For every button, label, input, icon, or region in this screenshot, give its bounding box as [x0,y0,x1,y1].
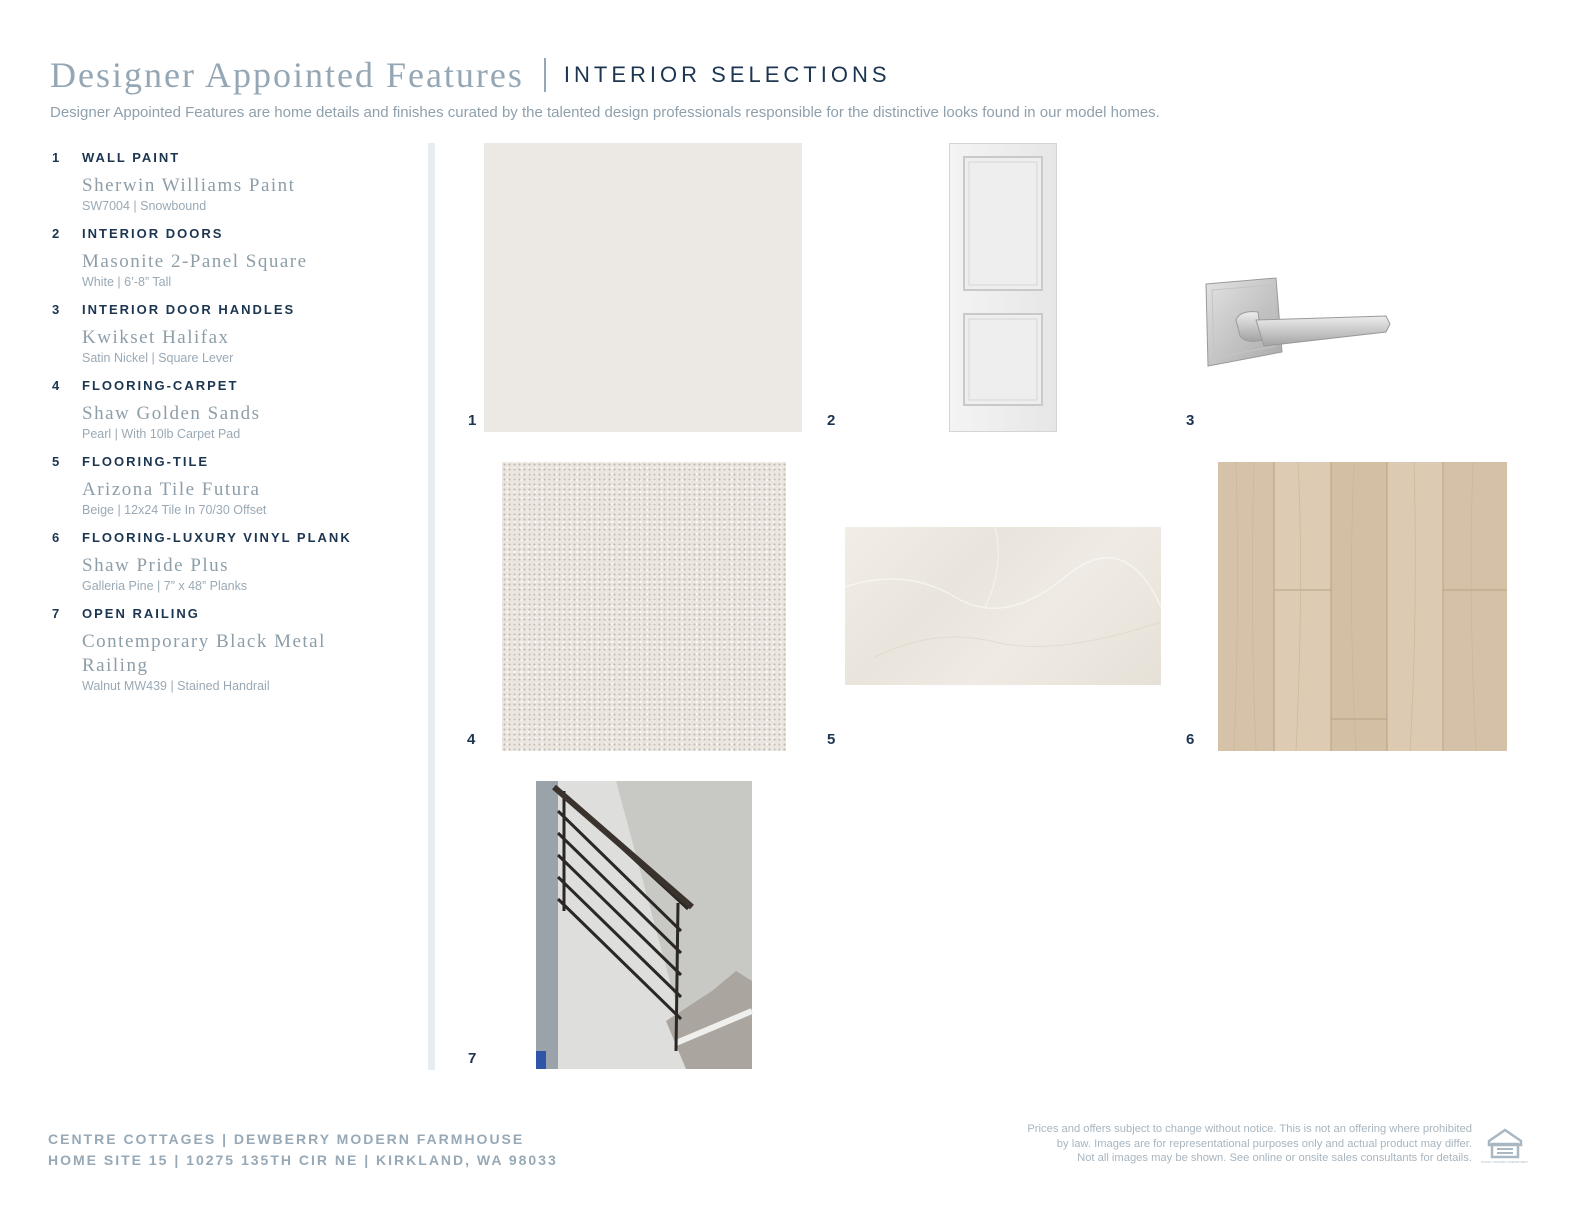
feature-item-interior-doors [52,226,412,302]
feature-category: WALL PAINT [82,150,181,165]
feature-item-railing [52,606,412,693]
feature-item-tile [52,454,412,530]
legal-line: Prices and offers subject to change without notice. This is not an offering where prohibited [1027,1123,1472,1135]
feature-number: 5 [52,454,60,469]
homesite-address-line: HOME SITE 15 | 10275 135TH CIR NE | KIRKLAND, WA 98033 [48,1152,558,1168]
title-separator [544,58,546,92]
page-header [50,52,1530,121]
title-row [50,52,1530,98]
feature-category: FLOORING-TILE [82,454,210,469]
feature-list [52,150,412,693]
feature-detail: Satin Nickel | Square Lever [82,351,234,365]
feature-category: INTERIOR DOOR HANDLES [82,302,296,317]
equal-housing-icon [1481,1127,1529,1165]
door-image [949,143,1057,432]
feature-category: OPEN RAILING [82,606,200,621]
feature-product: Arizona Tile Futura [82,479,261,500]
swatch-number: 3 [1186,412,1195,429]
feature-detail: Galleria Pine | 7” x 48” Planks [82,579,248,593]
feature-item-wall-paint [52,150,412,226]
swatch-number: 5 [827,731,836,748]
tile-veining [845,527,1161,685]
swatch-number: 2 [827,412,836,429]
swatch-number: 4 [467,731,476,748]
feature-number: 1 [52,150,60,165]
vinyl-plank-image [1218,462,1507,751]
feature-detail: Walnut MW439 | Stained Handrail [82,679,270,693]
feature-detail: Beige | 12x24 Tile In 70/30 Offset [82,503,267,517]
feature-product-line: Contemporary Black Metal [82,631,326,652]
legal-line: by law. Images are for representational purposes only and actual product may differ. [1056,1137,1472,1150]
feature-detail: White | 6’-8” Tall [82,275,172,289]
footer-address [48,1129,558,1171]
swatch-number: 7 [468,1050,477,1067]
page-subtitle: INTERIOR SELECTIONS [563,62,891,87]
feature-product [82,630,412,678]
feature-product: Masonite 2-Panel Square [82,251,308,272]
railing-illustration [536,781,752,1069]
swatch-number: 6 [1186,731,1195,748]
paint-swatch-image [484,143,802,432]
intro-text: Designer Appointed Features are home details and finishes curated by the talented design professionals responsible for the distinctive looks found in our model homes. [50,104,1160,121]
feature-number: 2 [52,226,60,241]
tile-swatch-image [845,527,1161,685]
feature-item-door-handles [52,302,412,378]
feature-product: Shaw Golden Sands [82,403,261,424]
feature-category: FLOORING-LUXURY VINYL PLANK [82,530,352,545]
legal-line: Not all images may be shown. See online or onsite sales consultants for details. [1077,1152,1472,1164]
feature-product: Kwikset Halifax [82,327,230,348]
feature-detail: Pearl | With 10lb Carpet Pad [82,427,241,441]
legal-disclaimer [1027,1122,1472,1166]
door-illustration [949,143,1057,432]
feature-product: Sherwin Williams Paint [82,175,296,196]
carpet-swatch-image [502,462,786,751]
feature-category: FLOORING-CARPET [82,378,239,393]
feature-item-vinyl-plank [52,530,412,606]
feature-product: Shaw Pride Plus [82,555,230,576]
feature-number: 7 [52,606,60,621]
feature-item-carpet [52,378,412,454]
feature-detail: SW7004 | Snowbound [82,199,207,213]
feature-number: 3 [52,302,60,317]
plank-illustration [1218,462,1507,751]
feature-category: INTERIOR DOORS [82,226,224,241]
feature-number: 4 [52,378,60,393]
vertical-divider [428,143,435,1070]
swatch-number: 1 [468,412,477,429]
feature-number: 6 [52,530,60,545]
lever-handle-illustration [1200,270,1400,380]
feature-product-line: Railing [82,655,149,676]
equal-housing-text: EQUAL HOUSING OPPORTUNITY [1481,1160,1529,1164]
community-plan-line: CENTRE COTTAGES | DEWBERRY MODERN FARMHOUSE [48,1131,525,1147]
railing-photo [536,781,752,1069]
page-title: Designer Appointed Features [50,55,524,95]
door-handle-image [1200,270,1400,380]
